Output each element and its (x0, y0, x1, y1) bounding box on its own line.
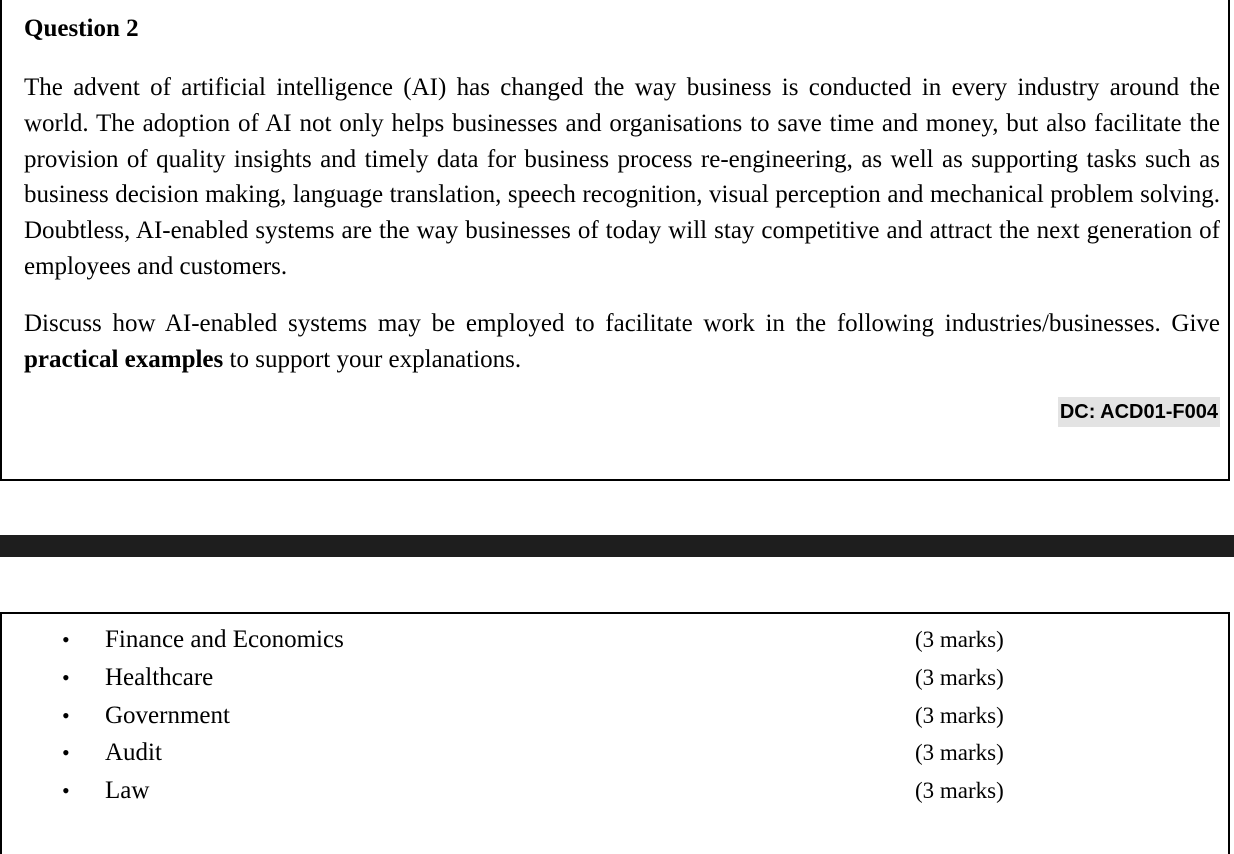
list-item (0, 775, 1100, 813)
item-label: Law (105, 777, 150, 804)
list-item (0, 624, 1100, 662)
instruction-text-end: to support your explanations. (223, 345, 522, 373)
page-separator-bar (0, 535, 1234, 557)
question-title: Question 2 (24, 15, 139, 42)
bullet-icon: • (62, 778, 70, 803)
item-label: Government (105, 702, 230, 729)
item-marks: (3 marks) (915, 778, 1004, 803)
bullet-icon: • (62, 665, 70, 690)
item-marks: (3 marks) (915, 665, 1004, 690)
item-label: Audit (105, 739, 162, 766)
bullet-icon: • (62, 627, 70, 652)
question-intro-paragraph: The advent of artificial intelligence (AI) has changed the way business is conducted in every industry around the world. The adoption of AI not only helps businesses and organisations to save time and money, but also facilitate the provision of quality insights and timely data for business process re-engineering, as well as supporting tasks such as business decision making, language translation, speech recognition, visual perception and mechanical problem solving. Doubtless, AI-enabled systems are the way businesses of today will stay competitive and attract the next generation of employees and customers. (24, 74, 1220, 280)
question-instruction-paragraph (24, 306, 1220, 378)
list-item (0, 700, 1100, 738)
instruction-text-start: Discuss how AI-enabled systems may be employed to facilitate work in the following industries/businesses. Give (24, 310, 1220, 337)
document-code-label: DC: ACD01-F004 (1058, 397, 1220, 427)
item-marks: (3 marks) (915, 627, 1004, 652)
bullet-icon: • (62, 703, 70, 728)
item-marks: (3 marks) (915, 740, 1004, 765)
list-item (0, 737, 1100, 775)
list-item (0, 662, 1100, 700)
bullet-icon: • (62, 740, 70, 765)
item-label: Finance and Economics (105, 626, 344, 653)
instruction-emphasis: practical examples (24, 345, 224, 373)
item-label: Healthcare (105, 664, 214, 691)
item-marks: (3 marks) (915, 703, 1004, 728)
